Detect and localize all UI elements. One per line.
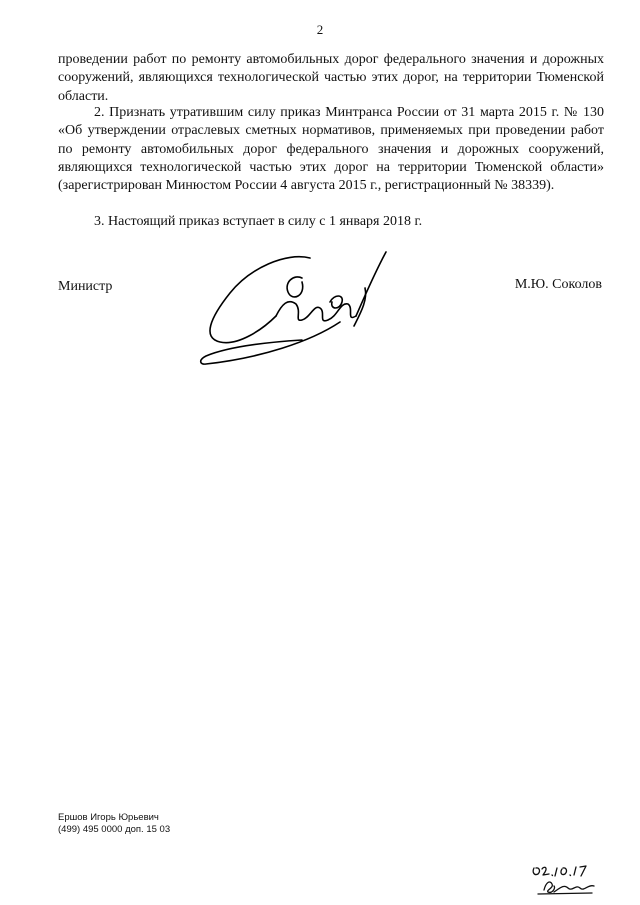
executor-info — [58, 812, 170, 836]
signatory-name: М.Ю. Соколов — [514, 277, 602, 292]
executor-name: Ершов Игорь Юрьевич — [58, 812, 159, 823]
paragraph-item-3: 3. Настоящий приказ вступает в силу с 1 января 2018 г. — [94, 214, 423, 229]
handwritten-date-initials — [530, 862, 600, 898]
paragraph-continuation: проведении работ по ремонту автомобильных дорог федерального значения и дорожных сооружений, являющихся технологической частью этих дорог, на территории Тюменской области. — [58, 52, 604, 104]
signature-image — [190, 238, 390, 373]
page-number: 2 — [316, 22, 324, 37]
executor-phone: (499) 495 0000 доп. 15 03 — [58, 824, 171, 835]
paragraph-item-2: 2. Признать утратившим силу приказ Минтранса России от 31 марта 2015 г. № 130 «Об утверждении отраслевых сметных нормативов, применяемых при проведении работ по ремонту автомобильных дорог федерального значения и дорожных сооружений, являющихся технологической частью этих дорог на территории Тюменской области» (зарегистрирован Минюстом России 4 августа 2015 г., регистрационный № 38339). — [58, 105, 604, 194]
signatory-title: Министр — [58, 279, 113, 294]
